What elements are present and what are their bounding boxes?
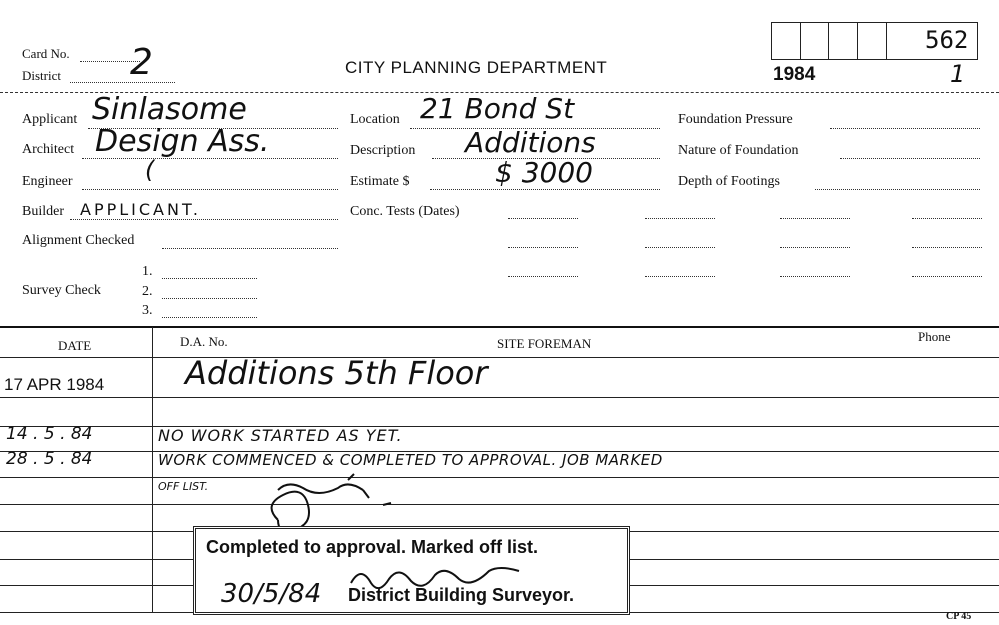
estimate-label: Estimate $ [350, 174, 410, 189]
log-date: 17 APR 1984 [4, 375, 105, 394]
log-text: Additions 5th Floor [185, 354, 488, 392]
survey-item-3: 3. [142, 303, 153, 318]
survey-item-2: 2. [142, 284, 153, 299]
log-divider [152, 327, 153, 612]
survey-item-1: 1. [142, 264, 153, 279]
phone-label: Phone [918, 329, 951, 344]
log-date: 28 . 5 . 84 [6, 449, 93, 469]
page-title: CITY PLANNING DEPARTMENT [345, 58, 608, 77]
description-label: Description [350, 143, 416, 158]
foundation-pressure-label: Foundation Pressure [678, 112, 793, 127]
alignment-label: Alignment Checked [22, 233, 135, 248]
survey-label: Survey Check [22, 283, 101, 298]
nature-foundation-label: Nature of Foundation [678, 143, 799, 158]
log-text: WORK COMMENCED & COMPLETED TO APPROVAL. JOB MARKED [158, 451, 663, 469]
year: 1984 [773, 64, 816, 85]
stamp-date: 30/5/84 [221, 579, 322, 609]
form-code: CP 45 [946, 611, 972, 622]
architect-label: Architect [22, 142, 75, 157]
card-no-label: Card No. [22, 46, 70, 61]
da-label: D.A. No. [180, 334, 228, 349]
estimate-value: $ 3000 [495, 156, 593, 189]
location-value: 21 Bond St [420, 92, 575, 125]
approval-stamp [193, 526, 630, 615]
conc-tests-label: Conc. Tests (Dates) [350, 204, 460, 219]
log-text: OFF LIST. [158, 480, 209, 493]
architect-value: Design Ass. [95, 124, 270, 159]
builder-label: Builder [22, 204, 64, 219]
description-value: Additions [465, 126, 596, 159]
stamp-line2: District Building Surveyor. [348, 585, 575, 605]
date-header: DATE [58, 338, 92, 353]
engineer-label: Engineer [22, 174, 73, 189]
depth-footings-label: Depth of Footings [678, 174, 780, 189]
stamp-line1: Completed to approval. Marked off list. [206, 537, 539, 557]
applicant-value: Sinlasome [92, 92, 247, 127]
card-number: 562 [925, 26, 969, 54]
log-text: NO WORK STARTED AS YET. [158, 426, 403, 445]
builder-value: APPLICANT. [80, 200, 201, 219]
year-note: 1 [950, 60, 966, 88]
district-value: 2 [130, 42, 153, 83]
location-label: Location [350, 112, 400, 127]
log-date: 14 . 5 . 84 [6, 424, 93, 444]
district-label: District [22, 68, 61, 83]
site-foreman-label: SITE FOREMAN [497, 336, 592, 351]
engineer-mark: ( [145, 156, 155, 184]
applicant-label: Applicant [22, 112, 78, 127]
